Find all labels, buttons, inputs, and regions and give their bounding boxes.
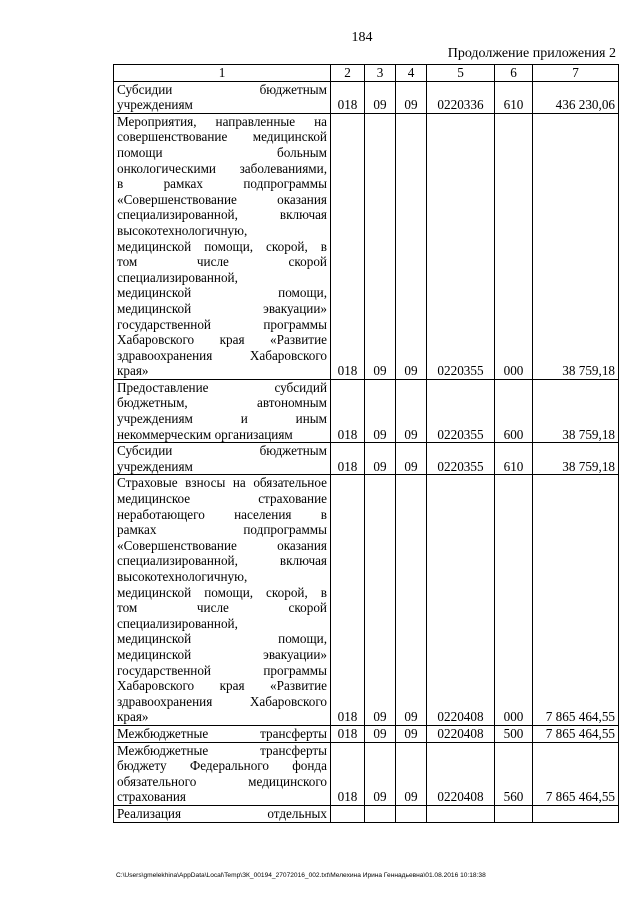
description-line: высокотехнологичную, [117, 222, 248, 238]
page-number: 184 [351, 30, 373, 45]
description-line: специализированной, включая [117, 553, 327, 569]
row-description [114, 742, 331, 805]
column-header: 4 [396, 65, 427, 82]
code-admin-cell: 018 [331, 475, 365, 726]
table-row [114, 475, 619, 726]
code-target-cell: 0220355 [427, 113, 495, 379]
code-section-cell [365, 805, 396, 822]
description-line: государственной программы [117, 662, 327, 678]
description-line: медицинской помощи, [117, 631, 327, 647]
code-target-cell: 0220408 [427, 742, 495, 805]
amount-cell: 38 759,18 [533, 379, 619, 442]
description-line: специализированной, [117, 269, 238, 285]
description-line: здравоохранения Хабаровского [117, 693, 327, 709]
description-line: здравоохранения Хабаровского [117, 347, 327, 363]
column-header: 3 [365, 65, 396, 82]
description-line: края» [117, 363, 149, 379]
amount-cell: 7 865 464,55 [533, 742, 619, 805]
description-line: в рамках подпрограммы [117, 176, 327, 192]
code-subsection-cell: 09 [396, 379, 427, 442]
code-section-cell: 09 [365, 443, 396, 475]
description-line: медицинской помощи, [117, 285, 327, 301]
amount-cell: 38 759,18 [533, 443, 619, 475]
description-line: высокотехнологичную, [117, 569, 248, 584]
table-row [114, 805, 619, 822]
column-header: 7 [533, 65, 619, 82]
code-admin-cell: 018 [331, 742, 365, 805]
column-header: 1 [114, 65, 331, 82]
code-target-cell: 0220408 [427, 725, 495, 742]
code-subsection-cell: 09 [396, 742, 427, 805]
description-line: бюджетным, автономным [117, 395, 327, 411]
code-subsection-cell: 09 [396, 113, 427, 379]
row-description [114, 805, 331, 822]
description-line: том числе скорой [117, 600, 327, 616]
description-line: учреждениям [117, 458, 193, 474]
code-expense-type-cell: 000 [495, 113, 533, 379]
code-admin-cell: 018 [331, 81, 365, 113]
continuation-label: Продолжение приложения 2 [447, 46, 616, 61]
code-target-cell: 0220355 [427, 443, 495, 475]
footer-file-path: C:\Users\gmelekhina\AppData\Local\Temp\ЗК_00194_27072016_002.txt\Мелехина Ирина Геннадьевна\01.08.2016 10:18:38 [116, 872, 486, 879]
table-row [114, 113, 619, 379]
description-line: учреждениям [117, 97, 193, 113]
description-line: Хабаровского края «Развитие [117, 332, 327, 348]
row-description [114, 443, 331, 475]
code-expense-type-cell: 610 [495, 81, 533, 113]
budget-table [113, 64, 619, 823]
code-admin-cell [331, 805, 365, 822]
column-header: 2 [331, 65, 365, 82]
description-line: совершенствование медицинской [117, 129, 327, 145]
description-line: Межбюджетные трансферты [117, 725, 327, 741]
code-section-cell: 09 [365, 475, 396, 726]
code-subsection-cell: 09 [396, 443, 427, 475]
description-line: «Совершенствование оказания [117, 191, 327, 207]
header-row [114, 65, 619, 82]
column-header: 6 [495, 65, 533, 82]
code-section-cell: 09 [365, 81, 396, 113]
amount-cell: 436 230,06 [533, 81, 619, 113]
code-section-cell: 09 [365, 113, 396, 379]
code-admin-cell: 018 [331, 443, 365, 475]
description-line: специализированной, включая [117, 207, 327, 223]
description-line: государственной программы [117, 316, 327, 332]
code-expense-type-cell [495, 805, 533, 822]
amount-cell: 7 865 464,55 [533, 475, 619, 726]
description-line: «Совершенствование оказания [117, 537, 327, 553]
description-line: медицинской помощи, скорой, в [117, 584, 327, 600]
row-description [114, 113, 331, 379]
description-line: Мероприятия, направленные на [117, 113, 327, 129]
code-expense-type-cell: 500 [495, 725, 533, 742]
description-line: специализированной, [117, 615, 238, 631]
code-section-cell: 09 [365, 379, 396, 442]
code-subsection-cell: 09 [396, 475, 427, 726]
code-expense-type-cell: 600 [495, 379, 533, 442]
description-line: неработающего населения в [117, 506, 327, 522]
amount-cell [533, 805, 619, 822]
table-body [114, 81, 619, 822]
row-description [114, 379, 331, 442]
description-line: медицинской эвакуации» [117, 646, 327, 662]
description-line: медицинское страхование [117, 491, 327, 507]
amount-cell: 38 759,18 [533, 113, 619, 379]
row-description [114, 475, 331, 726]
description-line: онкологическими заболеваниями, [117, 160, 327, 176]
code-target-cell [427, 805, 495, 822]
description-line: учреждениям и иным [117, 411, 327, 427]
description-line: обязательного медицинского [117, 773, 327, 789]
row-description [114, 81, 331, 113]
description-line: помощи больным [117, 144, 327, 160]
table-row [114, 443, 619, 475]
code-section-cell: 09 [365, 742, 396, 805]
description-line: Страховые взносы на обязательное [117, 475, 327, 491]
table-row [114, 725, 619, 742]
code-target-cell: 0220336 [427, 81, 495, 113]
description-line: края» [117, 709, 149, 725]
code-target-cell: 0220355 [427, 379, 495, 442]
code-admin-cell: 018 [331, 379, 365, 442]
row-description [114, 725, 331, 742]
description-line: Субсидии бюджетным [117, 443, 327, 459]
code-subsection-cell: 09 [396, 81, 427, 113]
table-row [114, 742, 619, 805]
code-subsection-cell: 09 [396, 725, 427, 742]
code-expense-type-cell: 610 [495, 443, 533, 475]
code-admin-cell: 018 [331, 725, 365, 742]
description-line: Хабаровского края «Развитие [117, 678, 327, 694]
table-row [114, 81, 619, 113]
description-line: некоммерческим организациям [117, 426, 293, 442]
description-line: медицинской эвакуации» [117, 300, 327, 316]
description-line: Реализация отдельных [117, 805, 327, 821]
table-row [114, 379, 619, 442]
description-line: Предоставление субсидий [117, 379, 327, 395]
description-line: страхования [117, 789, 186, 805]
amount-cell: 7 865 464,55 [533, 725, 619, 742]
code-section-cell: 09 [365, 725, 396, 742]
description-line: медицинской помощи, скорой, в [117, 238, 327, 254]
code-admin-cell: 018 [331, 113, 365, 379]
description-line: рамках подпрограммы [117, 522, 327, 538]
code-expense-type-cell: 560 [495, 742, 533, 805]
code-subsection-cell [396, 805, 427, 822]
code-expense-type-cell: 000 [495, 475, 533, 726]
column-header: 5 [427, 65, 495, 82]
description-line: бюджету Федерального фонда [117, 758, 327, 774]
description-line: Межбюджетные трансферты [117, 742, 327, 758]
description-line: том числе скорой [117, 254, 327, 270]
code-target-cell: 0220408 [427, 475, 495, 726]
description-line: Субсидии бюджетным [117, 81, 327, 97]
